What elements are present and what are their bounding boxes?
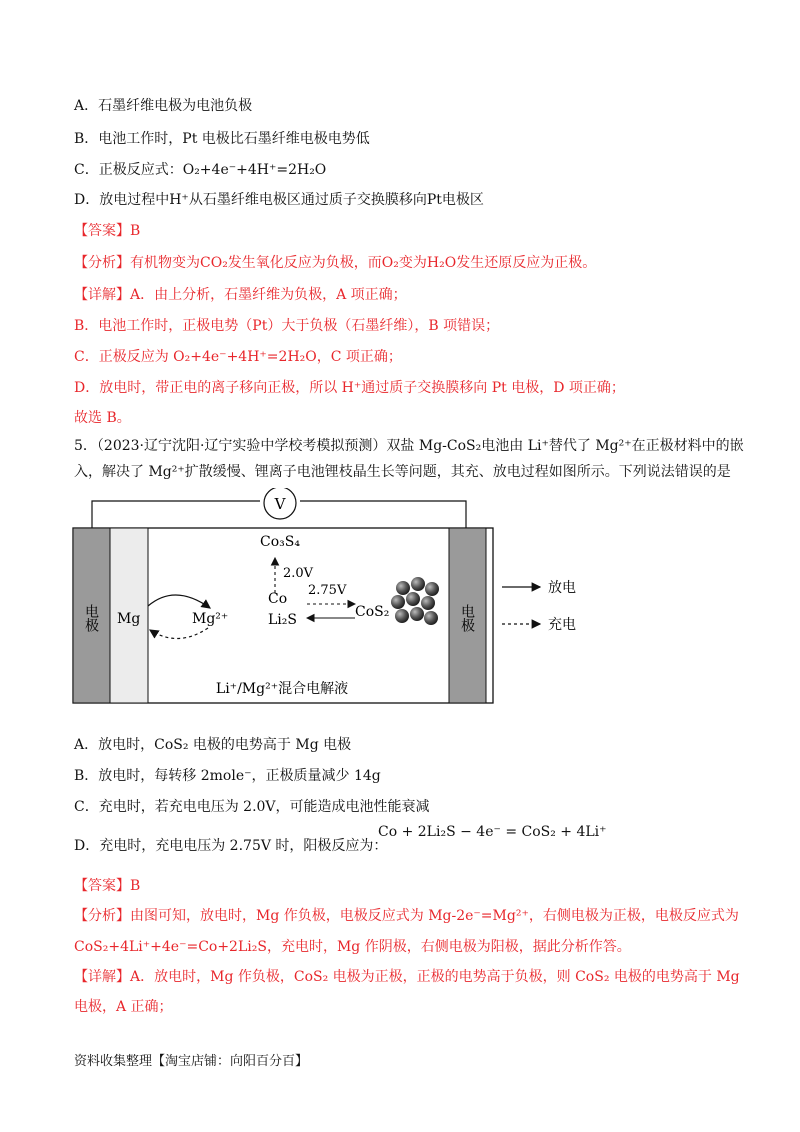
prev-conclusion: 故选 B。 [74,410,131,426]
q5-detail-line1: 【详解】A．放电时，Mg 作负极，CoS₂ 电极为正极，正极的电势高于负极，则 CoS₂ 电极的电势高于 Mg [74,969,740,985]
q5-option-b: B．放电时，每转移 2mole⁻，正极质量减少 14g [74,768,381,784]
prev-option-d: D．放电过程中H⁺从石墨纤维电极区通过质子交换膜移向Pt电极区 [74,192,484,208]
prev-analysis: 【分析】有机物变为CO₂发生氧化反应为负极，而O₂变为H₂O发生还原反应为正极。 [74,255,597,271]
footer-note: 资料收集整理【淘宝店铺：向阳百分百】 [74,1054,309,1069]
prev-option-b: B．电池工作时，Pt 电极比石墨纤维电极电势低 [74,131,370,147]
voltage-2v-label: 2.0V [283,566,314,581]
right-electrode-label: 电极 [459,604,475,632]
external-wire [92,501,260,528]
li2s-label: Li₂S [268,612,297,628]
q5-detail-line2: 电极，A 正确； [74,999,173,1015]
voltmeter-label: V [274,495,286,513]
prev-detail-c: C．正极反应为 O₂+4e⁻+4H⁺=2H₂O，C 项正确； [74,349,402,365]
prev-option-c: C．正极反应式：O₂+4e⁻+4H⁺=2H₂O [74,162,327,178]
cos2-label: CoS₂ [355,604,390,620]
q5-option-d-formula: Co + 2Li₂S − 4e⁻ = CoS₂ + 4Li⁺ [378,824,607,840]
external-wire-right [300,501,466,528]
electrolyte-label: Li⁺/Mg²⁺混合电解液 [215,681,349,697]
battery-diagram [70,488,710,713]
q5-option-c: C．充电时，若充电电压为 2.0V，可能造成电池性能衰减 [74,799,430,815]
co3s4-label: Co₃S₄ [260,534,300,550]
voltage-275v-label: 2.75V [308,583,347,598]
q5-answer: 【答案】B [74,878,141,894]
q5-stem-line2: 入，解决了 Mg²⁺扩散缓慢、锂离子电池锂枝晶生长等问题，其充、放电过程如图所示。下列说法错误的是 [74,464,731,480]
legend-charge-label: 充电 [548,617,576,633]
prev-option-a: A．石墨纤维电极为电池负极 [74,98,253,114]
q5-option-a: A．放电时，CoS₂ 电极的电势高于 Mg 电极 [74,737,352,753]
prev-answer: 【答案】B [74,223,141,239]
q5-option-d: D．充电时，充电电压为 2.75V 时，阳极反应为： [74,838,388,854]
prev-detail-b: B．电池工作时，正极电势（Pt）大于负极（石墨纤维），B 项错误； [74,318,500,334]
mg-label: Mg [117,611,141,627]
prev-detail-d: D．放电时，带正电的离子移向正极，所以 H⁺通过质子交换膜移向 Pt 电极，D 项正确； [74,380,625,396]
mg-ion-label: Mg²⁺ [192,611,229,627]
prev-detail-a: 【详解】A．由上分析，石墨纤维为负极，A 项正确； [74,287,407,303]
q5-analysis-line1: 【分析】由图可知，放电时，Mg 作负极，电极反应式为 Mg-2e⁻=Mg²⁺，右侧电极为正极，电极反应式为 [74,908,739,924]
cos2-crystal-particles [391,577,439,625]
q5-analysis-line2: CoS₂+4Li⁺+4e⁻=Co+2Li₂S，充电时，Mg 作阴极，右侧电极为阳极，据此分析作答。 [74,939,631,955]
co-label: Co [268,591,288,607]
left-electrode-label: 电极 [83,604,99,632]
legend-discharge-label: 放电 [548,580,576,596]
q5-stem-line1: 5．（2023·辽宁沈阳·辽宁实验中学校考模拟预测）双盐 Mg-CoS₂电池由 Li⁺替代了 Mg²⁺在正极材料中的嵌 [74,438,744,454]
